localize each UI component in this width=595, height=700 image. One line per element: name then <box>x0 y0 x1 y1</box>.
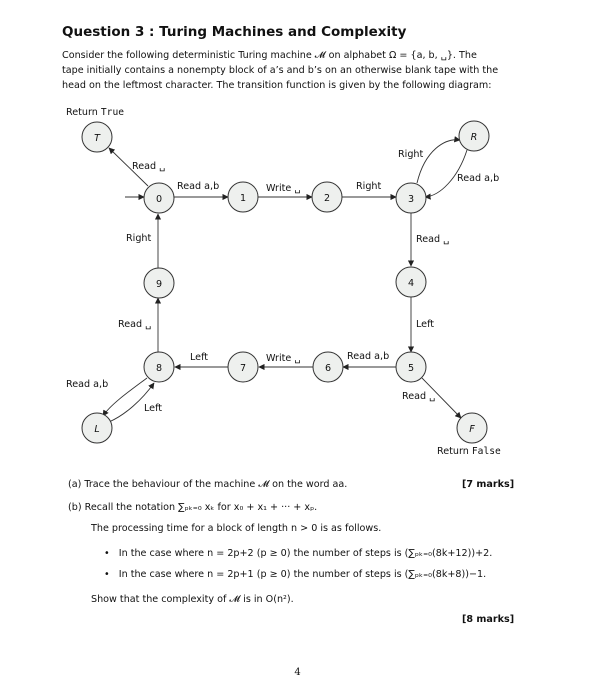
return-false-prefix: Return <box>437 446 469 457</box>
return-false-value: False <box>471 446 501 457</box>
state-4-label: 4 <box>407 278 415 289</box>
label-left-7-8: Left <box>190 352 209 363</box>
part-b-line-3: Show that the complexity of 𝓜 is in O(n²). <box>91 594 294 605</box>
label-read-blank-0-T: Read ␣ <box>132 161 166 172</box>
state-7-label: 7 <box>239 363 247 374</box>
edge-8-L <box>103 378 147 416</box>
return-true-label <box>66 107 124 118</box>
label-read-blank-3-4: Read ␣ <box>416 234 450 245</box>
state-R-label: R <box>470 132 478 143</box>
intro-line-1: Consider the following deterministic Turing machine 𝓜 on alphabet Ω = {a, b, ␣}. The <box>62 50 477 61</box>
state-6-label: 6 <box>324 363 332 374</box>
state-0-label: 0 <box>155 194 163 205</box>
bullet-1-text: In the case where n = 2p+2 (p ≥ 0) the number of steps is (∑ₚₖ₌₀(8k+12))+2. <box>118 548 493 559</box>
state-F-label: F <box>469 424 475 435</box>
bullet-2-text: In the case where n = 2p+1 (p ≥ 0) the number of steps is (∑ₚₖ₌₀(8k+8))−1. <box>118 569 487 580</box>
label-left-4-5: Left <box>416 319 435 330</box>
return-false-label <box>437 446 501 457</box>
part-a-text: (a) Trace the behaviour of the machine 𝓜 on the word aa. <box>68 479 348 490</box>
label-read-ab-8-L: Read a,b <box>66 379 109 390</box>
part-b-line-1: (b) Recall the notation ∑ₚₖ₌₀ xₖ for x₀ + x₁ + ··· + xₚ. <box>68 502 318 513</box>
part-a-marks: [7 marks] <box>462 479 515 490</box>
label-read-ab-R: Read a,b <box>457 173 500 184</box>
state-L-label: L <box>94 424 100 435</box>
label-left-L-8: Left <box>144 403 163 414</box>
state-1-label: 1 <box>239 193 247 204</box>
intro-line-2: tape initially contains a nonempty block of a’s and b’s on an otherwise blank tape with the <box>62 65 499 76</box>
part-b-marks: [8 marks] <box>462 614 515 625</box>
label-read-ab-5-6: Read a,b <box>347 351 390 362</box>
state-3-label: 3 <box>407 194 415 205</box>
label-write-blank-1-2: Write ␣ <box>266 183 301 194</box>
bullet-1 <box>104 548 492 559</box>
label-right-3-R: Right <box>398 149 424 160</box>
return-true-value: True <box>100 107 125 118</box>
label-read-blank-5-F: Read ␣ <box>402 391 436 402</box>
question-title: Question 3 : Turing Machines and Complexity <box>62 24 407 40</box>
page-number: 4 <box>294 667 301 678</box>
state-9-label: 9 <box>155 279 163 290</box>
bullet-dot-1: • <box>104 548 110 559</box>
return-true-prefix: Return <box>66 107 98 118</box>
state-T-label: T <box>94 133 100 144</box>
label-read-blank-8-9: Read ␣ <box>118 319 152 330</box>
state-5-label: 5 <box>407 363 415 374</box>
label-write-blank-6-7: Write ␣ <box>266 353 301 364</box>
bullet-2 <box>104 569 486 580</box>
label-read-ab-0-1: Read a,b <box>177 181 220 192</box>
label-right-2-3: Right <box>356 181 382 192</box>
state-8-label: 8 <box>155 363 163 374</box>
bullet-dot-2: • <box>104 569 110 580</box>
intro-line-3: head on the leftmost character. The transition function is given by the following diagram: <box>62 80 492 91</box>
part-b-line-2: The processing time for a block of length n > 0 is as follows. <box>91 523 382 534</box>
state-2-label: 2 <box>323 193 331 204</box>
label-right-9-0: Right <box>126 233 152 244</box>
